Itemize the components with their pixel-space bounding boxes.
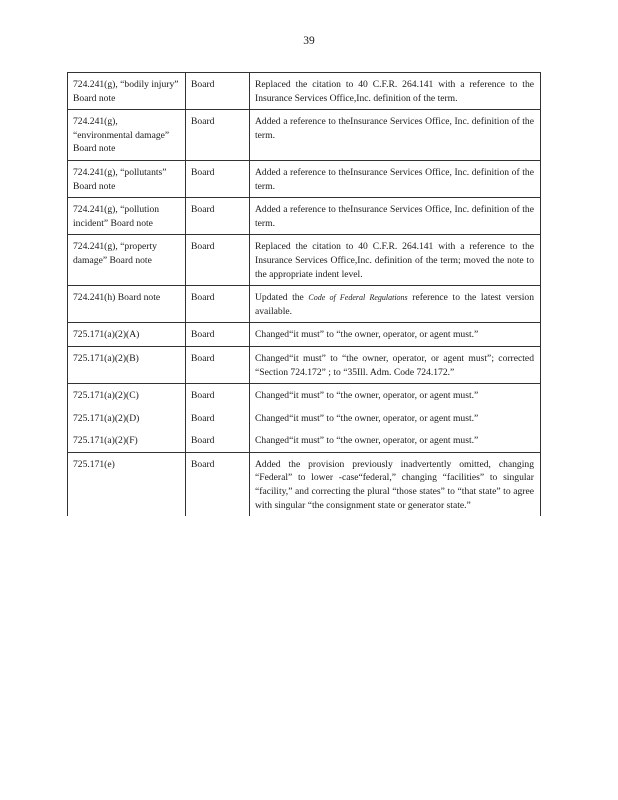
table-row <box>68 110 541 161</box>
description-cell: Added a reference to theInsurance Services Office, Inc. definition of the term. <box>250 110 541 161</box>
source-cell: Board <box>186 286 250 323</box>
source-cell: Board <box>186 323 250 347</box>
section-cell: 724.241(g), “property damage” Board note <box>68 235 186 286</box>
table-row <box>68 160 541 197</box>
source-cell: Board <box>186 452 250 516</box>
description-cell: Replaced the citation to 40 C.F.R. 264.141 with a reference to the Insurance Services Office,Inc. definition of the term. <box>250 73 541 110</box>
section-cell: 724.241(h) Board note <box>68 286 186 323</box>
description-cell: Changed“it must” to “the owner, operator, or agent must.” <box>250 384 541 407</box>
table-row <box>68 198 541 235</box>
table-row <box>68 286 541 323</box>
source-cell: Board <box>186 346 250 383</box>
section-cell: 725.171(a)(2)(A) <box>68 323 186 347</box>
source-cell: Board <box>186 198 250 235</box>
section-cell: 725.171(a)(2)(D) <box>68 407 186 430</box>
source-cell: Board <box>186 160 250 197</box>
source-cell: Board <box>186 407 250 430</box>
table-row <box>68 73 541 110</box>
description-cell: Added a reference to theInsurance Services Office, Inc. definition of the term. <box>250 160 541 197</box>
section-cell: 725.171(a)(2)(B) <box>68 346 186 383</box>
table-row <box>68 235 541 286</box>
description-cell: Replaced the citation to 40 C.F.R. 264.141 with a reference to the Insurance Services Office,Inc. definition of the term; moved the note to the appropriate indent level. <box>250 235 541 286</box>
description-text: Updated the <box>255 292 309 304</box>
description-cell: Added the provision previously inadvertently omitted, changing “Federal” to lower -case“federal,” changing “facilities” to singular “facility,” and correcting the plural “those states” to “that state” to agree with singular “the consignment state or generator state.” <box>250 452 541 516</box>
section-cell: 725.171(a)(2)(C) <box>68 384 186 407</box>
description-cell <box>250 286 541 323</box>
section-cell: 724.241(g), “pollution incident” Board note <box>68 198 186 235</box>
section-cell: 725.171(e) <box>68 452 186 516</box>
description-cell: Changed“it must” to “the owner, operator, or agent must.” <box>250 429 541 452</box>
table-row <box>68 452 541 516</box>
source-cell: Board <box>186 73 250 110</box>
section-cell: 724.241(g), “pollutants” Board note <box>68 160 186 197</box>
source-cell: Board <box>186 110 250 161</box>
table-row <box>68 407 541 430</box>
description-text: reference to the latest version available. <box>255 292 534 317</box>
changes-table <box>67 72 541 516</box>
source-cell: Board <box>186 429 250 452</box>
cfr-title: Code of Federal Regulations <box>308 293 408 303</box>
source-cell: Board <box>186 235 250 286</box>
page-number: 39 <box>303 35 315 47</box>
description-cell: Changed“it must” to “the owner, operator, or agent must.” <box>250 407 541 430</box>
description-cell: Added a reference to theInsurance Services Office, Inc. definition of the term. <box>250 198 541 235</box>
source-cell: Board <box>186 384 250 407</box>
table-row <box>68 346 541 383</box>
table-row <box>68 323 541 347</box>
section-cell: 725.171(a)(2)(F) <box>68 429 186 452</box>
section-cell: 724.241(g), “bodily injury” Board note <box>68 73 186 110</box>
description-cell: Changed“it must” to “the owner, operator, or agent must”; corrected “Section 724.172” ; to “35Ill. Adm. Code 724.172.” <box>250 346 541 383</box>
description-cell: Changed“it must” to “the owner, operator, or agent must.” <box>250 323 541 347</box>
table-row <box>68 429 541 452</box>
section-cell: 724.241(g), “environmental damage” Board note <box>68 110 186 161</box>
table-row <box>68 384 541 407</box>
